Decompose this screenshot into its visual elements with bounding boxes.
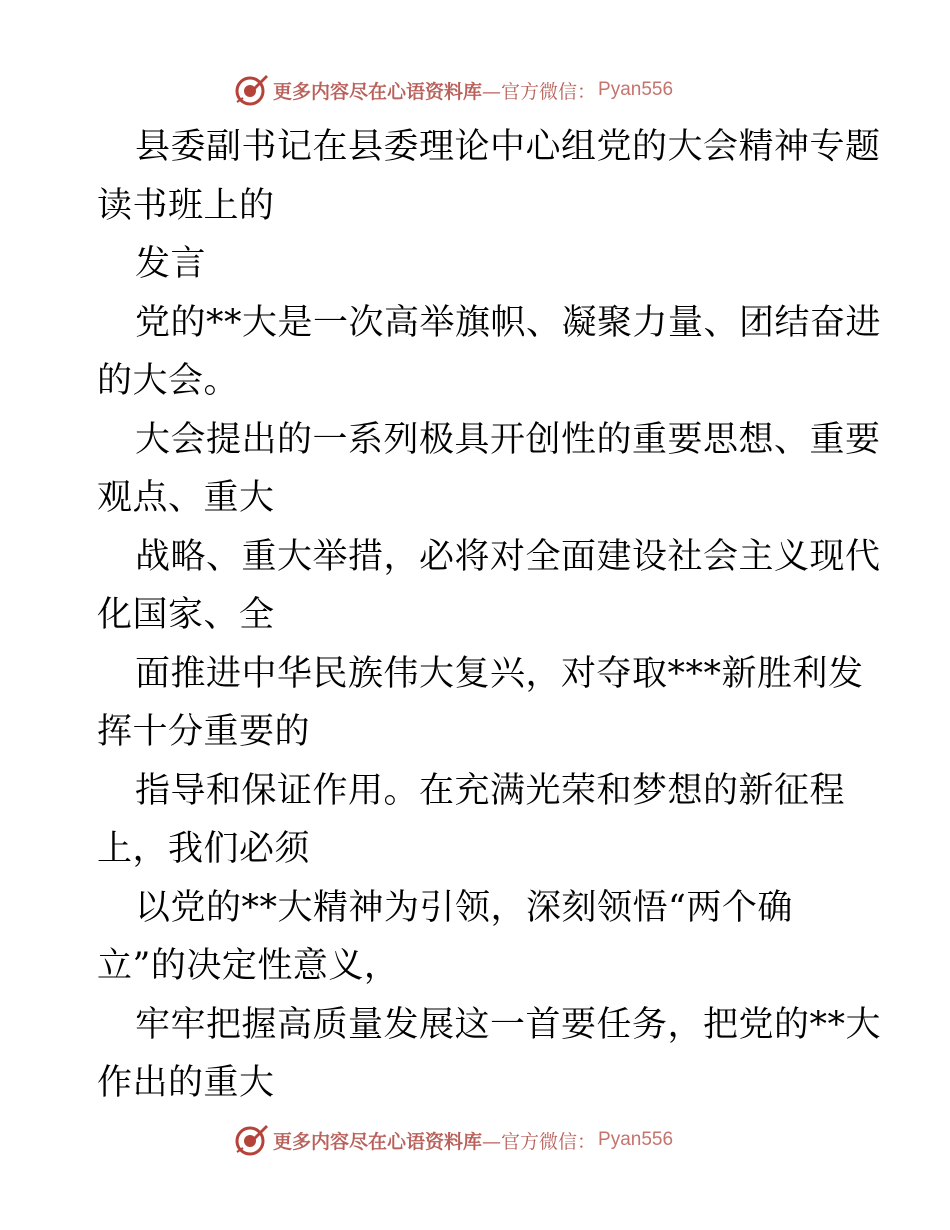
doc-line: 读书班上的	[97, 185, 275, 226]
header-banner	[233, 70, 753, 110]
banner-text: 更多内容尽在心语资料库	[273, 80, 483, 103]
banner-text: 更多内容尽在心语资料库	[273, 1130, 483, 1153]
doc-line: 以党的**大精神为引领，深刻领悟“两个确	[135, 887, 793, 928]
banner-wechat-label: —官方微信：	[482, 80, 597, 103]
doc-line: 化国家、全	[97, 595, 275, 635]
pen-logo-icon	[233, 72, 269, 108]
banner-wechat-id: Pyan556	[598, 79, 674, 100]
doc-line: 党的**大是一次高举旗帜、凝聚力量、团结奋进	[135, 302, 882, 343]
doc-line: 挥十分重要的	[97, 712, 311, 752]
doc-line: 指导和保证作用。在充满光荣和梦想的新征程	[135, 770, 846, 811]
banner-wechat-label: —官方微信：	[482, 1130, 597, 1153]
doc-line: 观点、重大	[97, 478, 275, 518]
footer-banner	[233, 1120, 753, 1160]
doc-line: 牢牢把握高质量发展这一首要任务，把党的**大	[135, 1004, 882, 1045]
doc-line: 大会提出的一系列极具开创性的重要思想、重要	[135, 419, 881, 460]
pen-logo-icon	[233, 1122, 269, 1158]
doc-line: 作出的重大	[97, 1063, 275, 1103]
banner-wechat-id: Pyan556	[598, 1129, 674, 1150]
doc-line: 面推进中华民族伟大复兴，对夺取***新胜利发	[135, 653, 864, 694]
doc-line: 县委副书记在县委理论中心组党的大会精神专题	[135, 127, 881, 167]
doc-line: 的大会。	[97, 361, 240, 401]
doc-line: 上，我们必须	[97, 829, 311, 869]
doc-line: 战略、重大举措，必将对全面建设社会主义现代	[135, 536, 881, 577]
doc-line: 立”的决定性意义，	[97, 946, 400, 986]
document-body	[97, 118, 882, 1113]
doc-line: 发言	[135, 244, 207, 284]
